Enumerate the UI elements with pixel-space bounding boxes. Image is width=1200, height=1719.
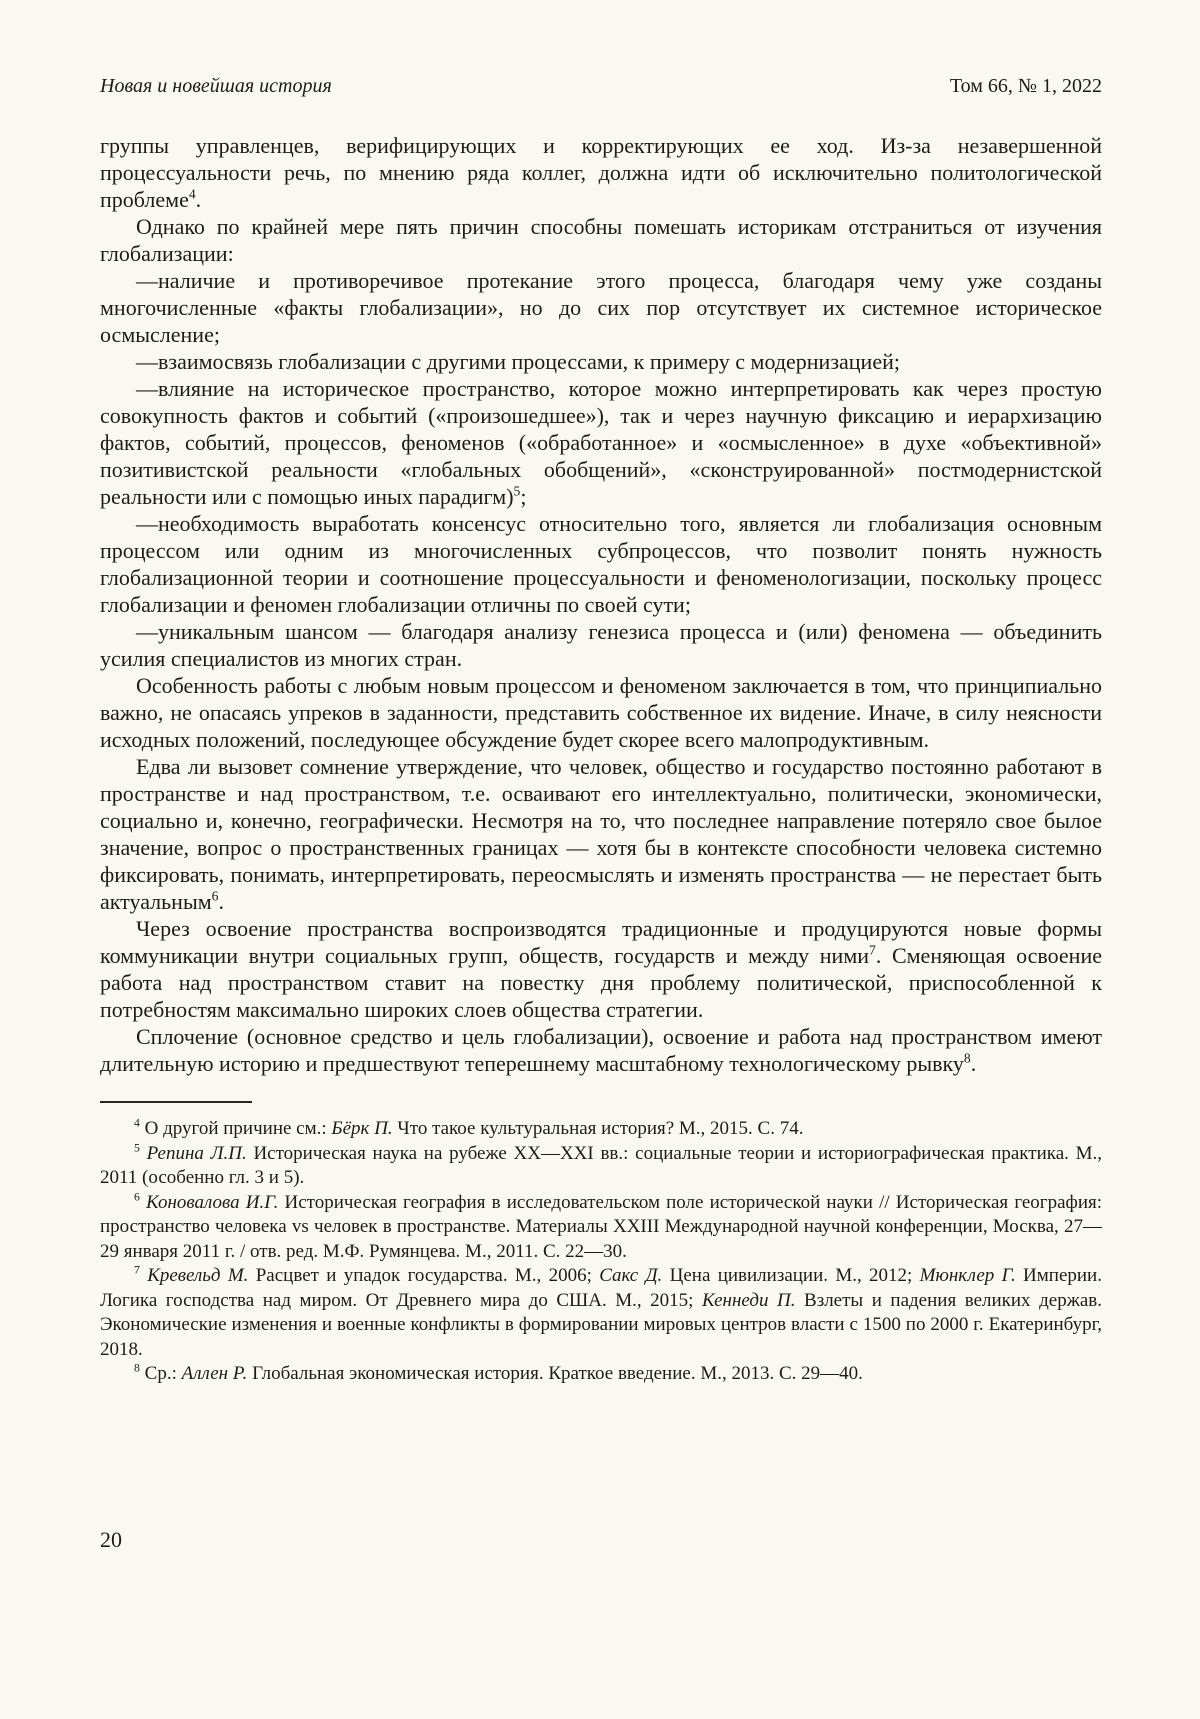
footnote: $^6$ Коновалова И.Г. Историческая география в исследовательском поле исторической науки // Историческая география: пространство человека vs человек в пространстве. Материалы XXIII Международной научной конференции, Москва, 27—29 января 2011 г. / отв. ред. М.Ф. Румянцева. М., 2011. С. 22—30. [100, 1190, 1103, 1262]
paragraph: —взаимосвязь глобализации с другими процессами, к примеру с модернизацией; [136, 349, 900, 374]
paragraph: Едва ли вызовет сомнение утверждение, что человек, общество и государство постоянно работают в пространстве и над пространством, т.е. осваивают его интеллектуально, политически, экономически, социально и, конечно, географически. Несмотря на то, что последнее направление потеряло свое былое значение, вопрос о пространственных границах — хотя бы в контексте способности человека системно фиксировать, понимать, интерпретировать, переосмыслять и изменять пространства — не перестает быть актуальным$^6$. [100, 754, 1102, 914]
paragraph: Однако по крайней мере пять причин способны помешать историкам отстраниться от изучения глобализации: [100, 214, 1102, 266]
page-header [100, 74, 1102, 98]
paragraph: —необходимость выработать консенсус относительно того, является ли глобализация основным процессом или одним из многочисленных субпроцессов, что позволит понять нужность глобализационной теории и соотношение процессуальности и феноменологизации, поскольку процесс глобализации и феномен глобализации отличны по своей сути; [100, 511, 1102, 617]
footnotes [100, 1117, 1102, 1387]
article-body [100, 132, 1102, 1077]
footnote: $^8$ Ср.: Аллен Р. Глобальная экономическая история. Краткое введение. М., 2013. С. 29—40. [134, 1361, 863, 1384]
footnote: $^7$ Кревельд М. Расцвет и упадок государства. М., 2006; Сакс Д. Цена цивилизации. М., 2012; Мюнклер Г. Империи. Логика господства над миром. От Древнего мира до США. М., 2015; Кеннеди П. Взлеты и падения великих держав. Экономические изменения и военные конфликты в формировании мировых центров власти с 1500 по 2000 г. Екатеринбург, 2018. [100, 1263, 1102, 1360]
issue-info: Том 66, № 1, 2022 [949, 75, 1102, 97]
paragraph: Через освоение пространства воспроизводятся традиционные и продуцируются новые формы коммуникации внутри социальных групп, обществ, государств и между ними$^7$. Сменяющая освоение работа над пространством ставит на повестку дня проблему политической, приспособленной к потребностям максимально широких слоев общества стратегии. [100, 916, 1102, 1022]
footnote: $^5$ Репина Л.П. Историческая наука на рубеже XX—XXI вв.: социальные теории и историографическая практика. М., 2011 (особенно гл. 3 и 5). [100, 1141, 1102, 1188]
journal-title: Новая и новейшая история [100, 75, 332, 97]
page-number: 20 [100, 1527, 122, 1552]
footnote: $^4$ О другой причине см.: Бёрк П. Что такое культуральная история? М., 2015. С. 74. [134, 1116, 804, 1139]
paragraph: группы управленцев, верифицирующих и корректирующих ее ход. Из-за незавершенной процессуальности речь, по мнению ряда коллег, должна идти об исключительно политологической проблеме$^4$. [100, 133, 1102, 212]
paragraph: Сплочение (основное средство и цель глобализации), освоение и работа над пространством имеют длительную историю и предшествуют теперешнему масштабному технологическому рывку$^8$. [100, 1024, 1102, 1076]
footnote-separator [100, 1101, 252, 1103]
paragraph: —наличие и противоречивое протекание этого процесса, благодаря чему уже созданы многочисленные «факты глобализации», но до сих пор отсутствует их системное историческое осмысление; [100, 268, 1102, 347]
paragraph: Особенность работы с любым новым процессом и феноменом заключается в том, что принципиально важно, не опасаясь упреков в заданности, представить собственное их видение. Иначе, в силу неясности исходных положений, последующее обсуждение будет скорее всего малопродуктивным. [100, 673, 1102, 752]
paragraph: —уникальным шансом — благодаря анализу генезиса процесса и (или) феномена — объединить усилия специалистов из многих стран. [100, 619, 1102, 671]
paragraph: —влияние на историческое пространство, которое можно интерпретировать как через простую совокупность фактов и событий («произошедшее»), так и через научную фиксацию и иерархизацию фактов, событий, процессов, феноменов («обработанное» и «осмысленное» в духе «объективной» позитивистской реальности «глобальных обобщений», «сконструированной» постмодернистской реальности или с помощью иных парадигм)$^5$; [100, 376, 1102, 509]
